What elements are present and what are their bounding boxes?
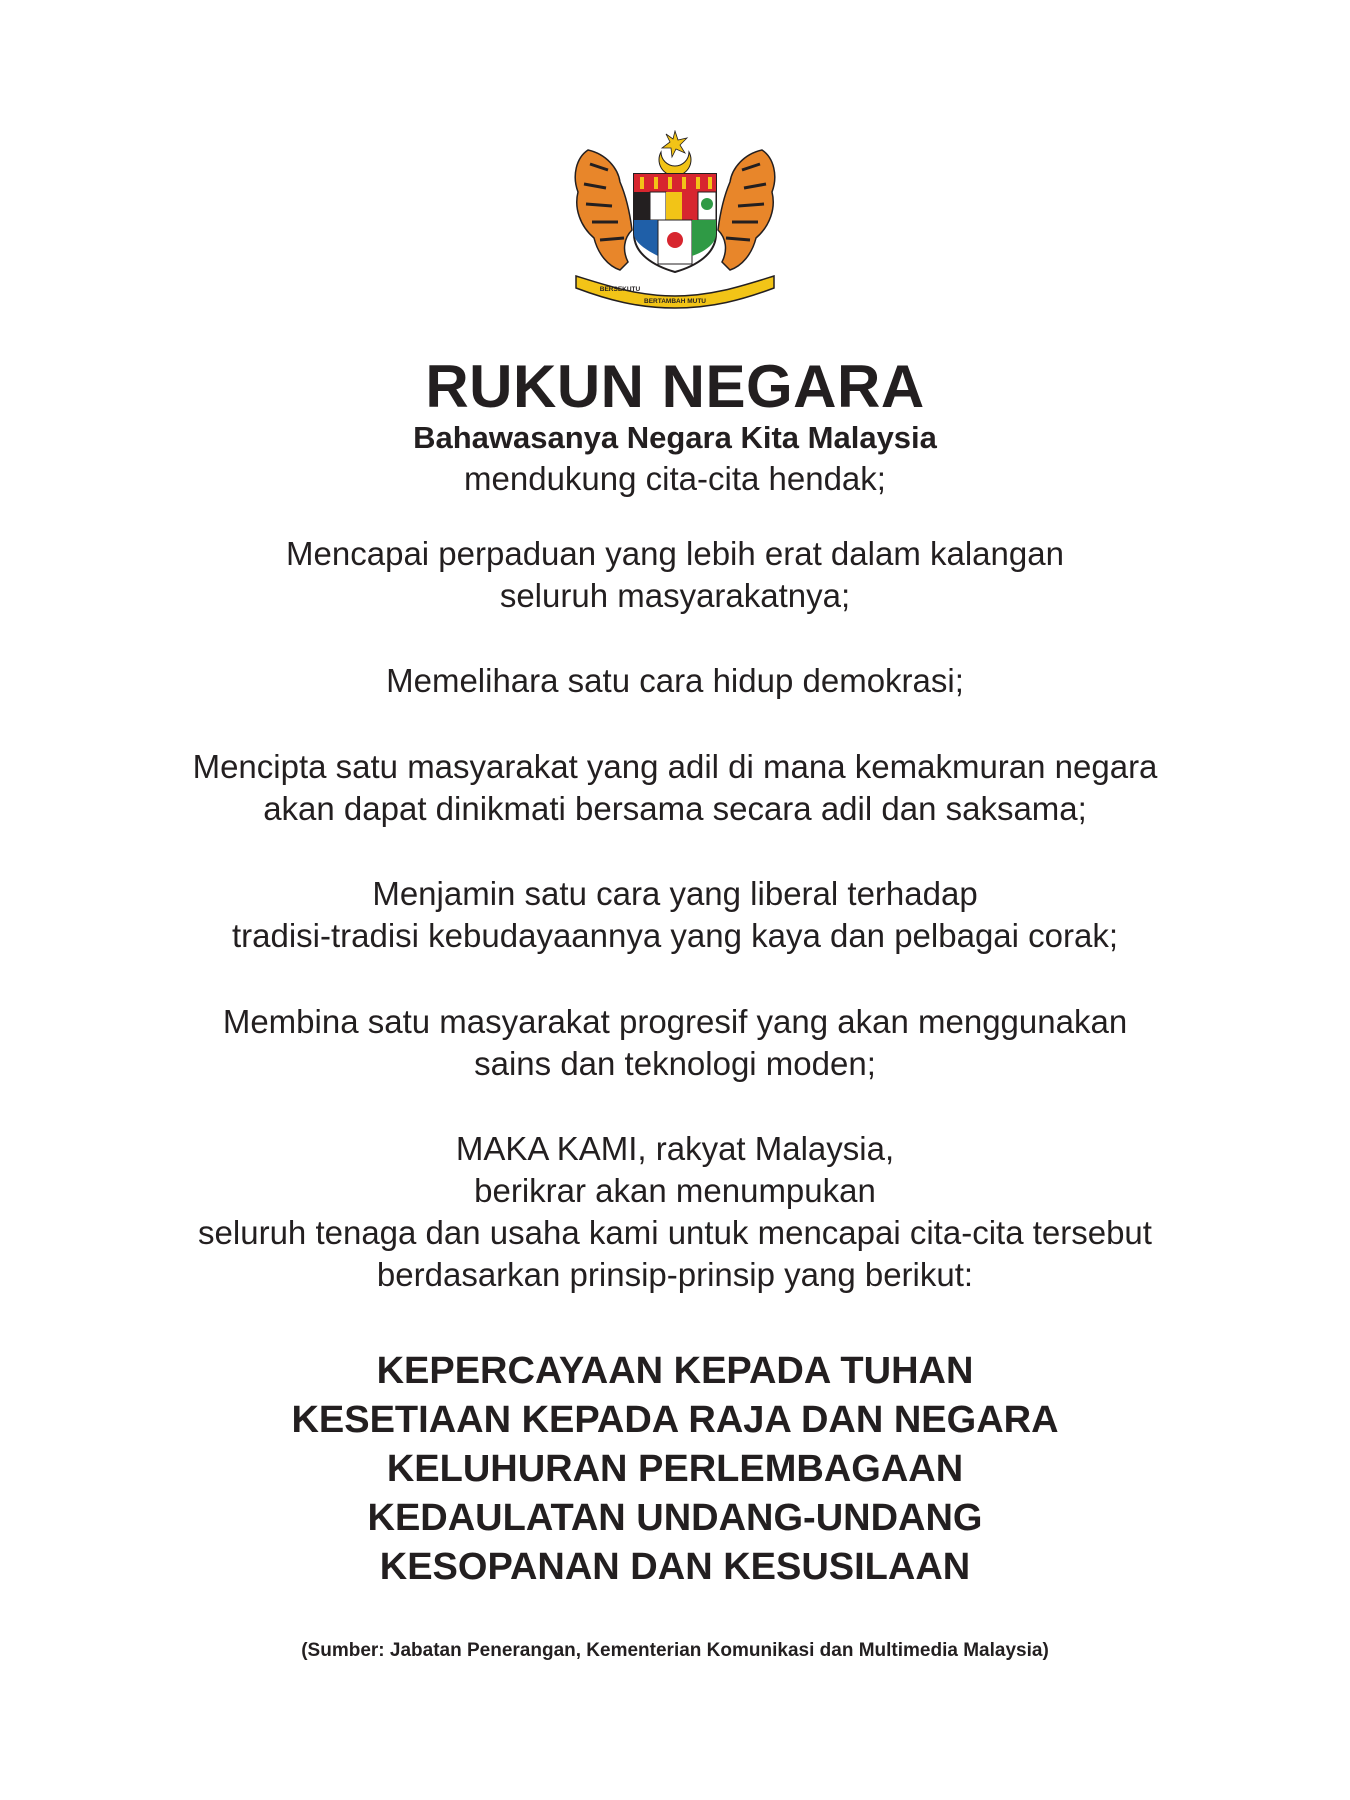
principle-item: KEPERCAYAAN KEPADA TUHAN: [376, 1350, 974, 1392]
aspiration-line: sains dan teknologi moden;: [474, 1045, 876, 1082]
aspiration-line: Mencapai perpaduan yang lebih erat dalam kalangan: [286, 535, 1064, 572]
aspiration-line: Menjamin satu cara yang liberal terhadap: [372, 875, 978, 912]
document-title: RUKUN NEGARA: [425, 353, 925, 420]
aspiration-line: akan dapat dinikmati bersama secara adil dan saksama;: [263, 790, 1087, 827]
aspiration-line: Mencipta satu masyarakat yang adil di mana kemakmuran negara: [192, 748, 1158, 785]
principle-item: KEDAULATAN UNDANG-UNDANG: [367, 1497, 983, 1539]
crest-scroll-center: BERTAMBAH MUTU: [644, 298, 706, 305]
preamble-line: mendukung cita-cita hendak;: [464, 460, 886, 497]
aspiration-line: seluruh masyarakatnya;: [499, 577, 851, 614]
principle-item: KELUHURAN PERLEMBAGAAN: [386, 1448, 964, 1490]
pledge-line: seluruh tenaga dan usaha kami untuk mencapai cita-cita tersebut: [198, 1214, 1152, 1251]
principle-item: KESOPANAN DAN KESUSILAAN: [379, 1546, 971, 1588]
aspiration-line: tradisi-tradisi kebudayaannya yang kaya dan pelbagai corak;: [231, 917, 1119, 954]
pledge-line: berikrar akan menumpukan: [474, 1172, 876, 1209]
aspiration-line: Memelihara satu cara hidup demokrasi;: [386, 662, 964, 699]
document-subtitle: Bahawasanya Negara Kita Malaysia: [413, 420, 937, 455]
coat-of-arms-icon: [568, 130, 782, 310]
crest-scroll-left: BERSEKUTU: [599, 286, 641, 293]
aspiration-line: Membina satu masyarakat progresif yang akan menggunakan: [222, 1003, 1128, 1040]
pledge-line: MAKA KAMI, rakyat Malaysia,: [455, 1130, 895, 1167]
principle-item: KESETIAAN KEPADA RAJA DAN NEGARA: [291, 1399, 1059, 1441]
source-citation: (Sumber: Jabatan Penerangan, Kementerian Komunikasi dan Multimedia Malaysia): [301, 1640, 1049, 1661]
pledge-line: berdasarkan prinsip-prinsip yang berikut:: [376, 1256, 974, 1293]
